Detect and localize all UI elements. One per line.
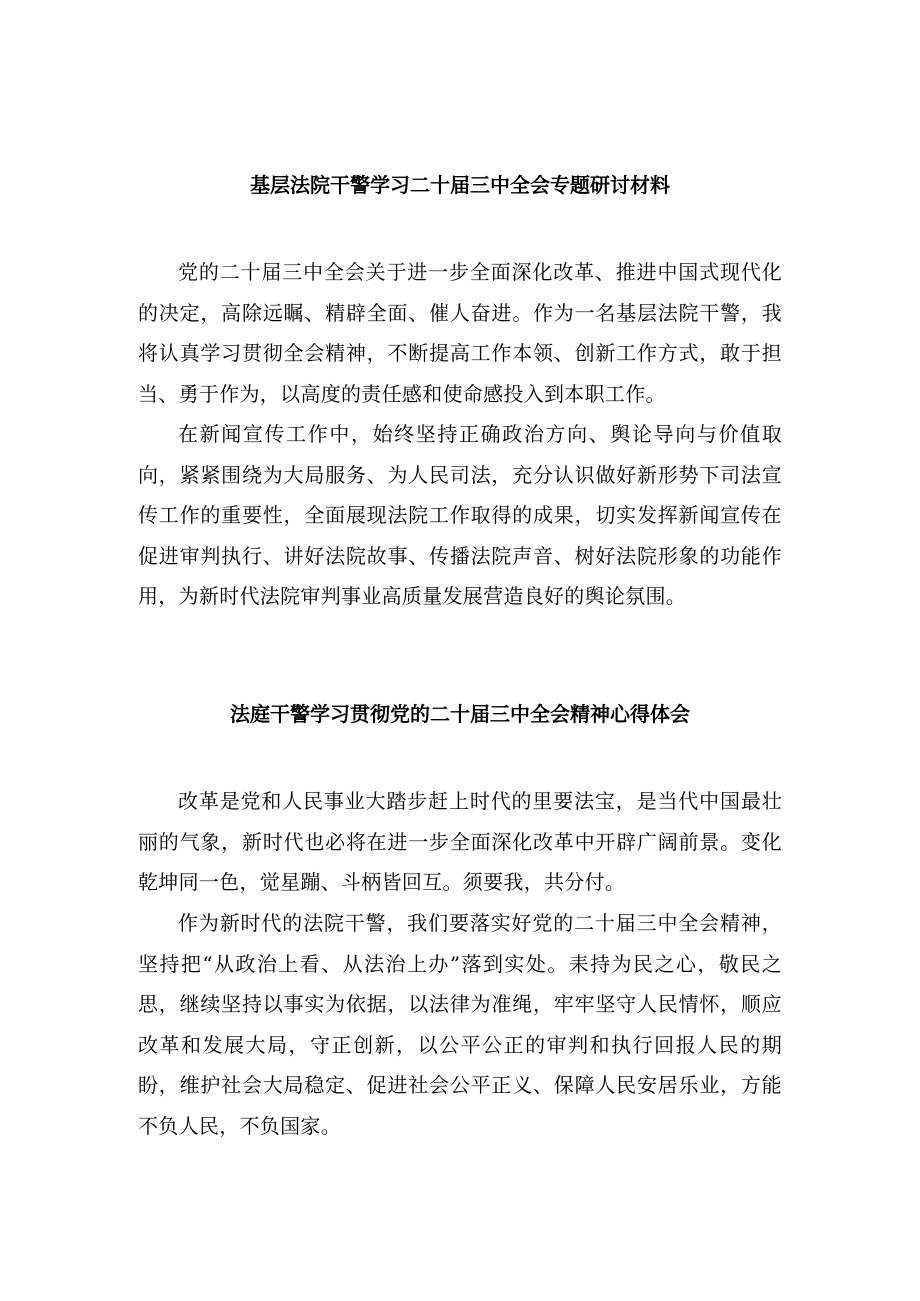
section-1-paragraph-1: 党的二十届三中全会关于进一步全面深化改革、推进中国式现代化的决定，高除远瞩、精辟全面、催人奋进。作为一名基层法院干警，我将认真学习贯彻全会精神，不断提高工作本领、创新工作方式，敢于担当、勇于作为，以高度的责任感和使命感投入到本职工作。 [138,260,782,406]
section-2-paragraph-1: 改革是党和人民事业大踏步赶上时代的里要法宝，是当代中国最壮丽的气象，新时代也必将在进一步全面深化改革中开辟广阔前景。变化乾坤同一色，觉星蹦、斗柄皆回互。须要我，共分付。 [138,789,782,894]
section-1-title: 基层法院干警学习二十届三中全会专题研讨材料 [250,173,670,197]
section-1-paragraph-2: 在新闻宣传工作中，始终坚持正确政治方向、舆论导向与价值取向，紧紧围绕为大局服务、为人民司法，充分认识做好新形势下司法宣传工作的重要性，全面展现法院工作取得的成果，切实发挥新闻宣传在促进审判执行、讲好法院故事、传播法院声音、树好法院形象的功能作用，为新时代法院审判事业高质量发展营造良好的舆论氛围。 [138,422,782,608]
section-2-title: 法庭干警学习贯彻党的二十届三中全会精神心得体会 [230,702,690,726]
section-2-paragraph-2: 作为新时代的法院干警，我们要落实好党的二十届三中全会精神，坚持把“从政治上看、从法治上办”落到实处。耒持为民之心，敬民之思，继续坚持以事实为依据，以法律为准绳，牢牢坚守人民情怀，顺应改革和发展大局，守正创新，以公平公正的审判和执行回报人民的期盼，维护社会大局稳定、促进社会公平正义、保障人民安居乐业，方能不负人民，不负国家。 [138,911,782,1138]
